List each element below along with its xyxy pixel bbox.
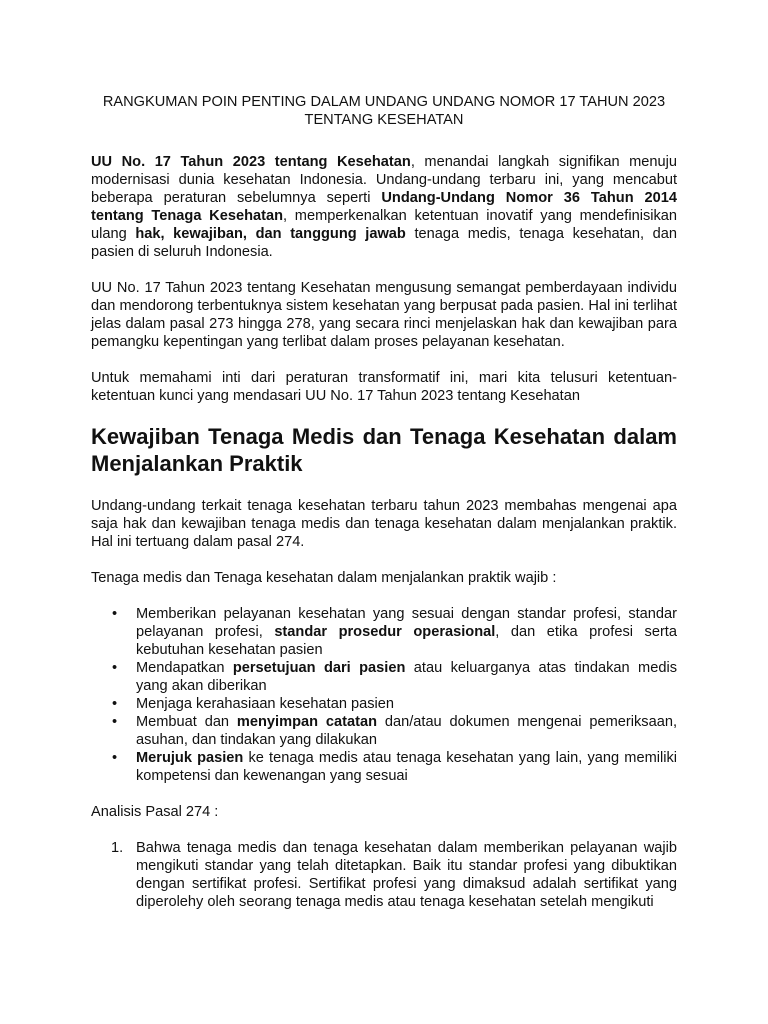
law-name-bold: UU No. 17 Tahun 2023 tentang Kesehatan [91,154,411,170]
intro-text-1: , menandai langkah signifikan menuju modernisasi dunia kesehatan Indonesia. Undang-undang terbaru ini, yang mencabut beberapa peraturan sebelumnya seperti [91,154,678,206]
bullet-marker: • [112,696,118,712]
intro-text-3: tenaga medis, tenaga kesehatan, dan pasien di seluruh Indonesia. [91,226,677,260]
document-title [91,93,677,129]
bullet-marker: • [112,714,118,730]
obligations-lead: Tenaga medis dan Tenaga kesehatan dalam menjalankan praktik wajib : [91,570,557,586]
rights-bold: hak, kewajiban, dan tanggung jawab [135,226,406,242]
list-item: • Merujuk pasien ke tenaga medis atau tenaga kesehatan yang lain, yang memiliki kompetensi dan kewenangan yang sesuai [112,750,677,784]
section-intro-paragraph: Undang-undang terkait tenaga kesehatan terbaru tahun 2023 membahas mengenai apa saja hak dan kewajiban tenaga medis dan tenaga kesehatan dalam menjalankan praktik. Hal ini tertuang dalam pasal 274. [91,498,677,550]
document-body [91,93,677,911]
obligations-list [91,605,677,785]
overview-paragraph: Untuk memahami inti dari peraturan transformatif ini, mari kita telusuri ketentuan-ketentuan kunci yang mendasari UU No. 17 Tahun 2023 tentang Kesehatan [91,370,677,404]
analysis-list [91,839,677,911]
bullet-marker: • [112,606,118,622]
old-law-bold: Undang-Undang Nomor 36 Tahun 2014 tentang Tenaga Kesehatan [91,190,677,224]
section-heading: Kewajiban Tenaga Medis dan Tenaga Kesehatan dalam Menjalankan Praktik [91,424,677,476]
analysis-label: Analisis Pasal 274 : [91,804,219,820]
intro-paragraph [91,153,677,261]
intro-text-2: , memperkenalkan ketentuan inovatif yang mendefinisikan ulang [91,208,678,242]
list-item: • Menjaga kerahasiaan kesehatan pasien [112,696,395,712]
analysis-text: Bahwa tenaga medis dan tenaga kesehatan dalam memberikan pelayanan wajib mengikuti standar yang telah ditetapkan. Baik itu standar profesi yang dibuktikan dengan sertifikat profesi. Sertifikat profesi yang dimaksud adalah sertifikat yang diperolehy oleh seorang tenaga medis atau tenaga kesehatan setelah mengikuti [136,840,677,910]
bullet-marker: • [112,660,118,676]
list-item: • Membuat dan menyimpan catatan dan/atau dokumen mengenai pemeriksaan, asuhan, dan tindakan yang dilakukan [112,714,678,748]
title-line-2: TENTANG KESEHATAN [304,112,464,128]
list-item: • Mendapatkan persetujuan dari pasien atau keluarganya atas tindakan medis yang akan diberikan [112,660,677,694]
list-number: 1. [111,840,124,856]
title-line-1: RANGKUMAN POIN PENTING DALAM UNDANG UNDANG NOMOR 17 TAHUN 2023 [102,94,666,110]
list-item [91,839,677,911]
list-item: • Memberikan pelayanan kesehatan yang sesuai dengan standar profesi, standar pelayanan profesi, standar prosedur operasional, dan etika profesi serta kebutuhan kesehatan pasien [112,606,677,658]
empowerment-paragraph: UU No. 17 Tahun 2023 tentang Kesehatan mengusung semangat pemberdayaan individu dan mendorong terbentuknya sistem kesehatan yang berpusat pada pasien. Hal ini terlihat jelas dalam pasal 273 hingga 278, yang secara rinci menjelaskan hak dan kewajiban para pemangku kepentingan yang terlibat dalam proses pelayanan kesehatan. [91,280,677,350]
bullet-marker: • [112,750,118,766]
